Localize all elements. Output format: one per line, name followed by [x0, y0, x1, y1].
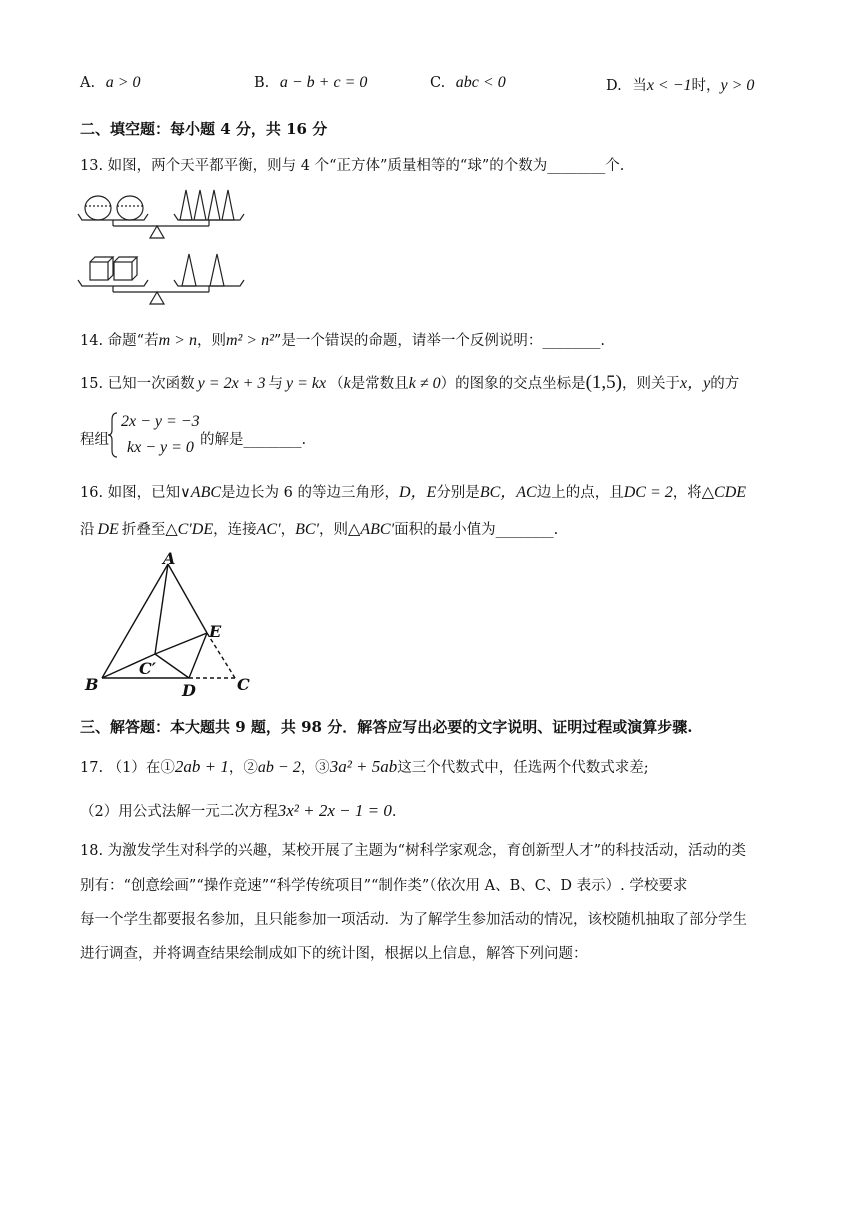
question-15-blank: 的解是________. — [200, 432, 307, 448]
option-c-expression: abc < 0 — [455, 74, 506, 91]
question-14: 14. 命题“若m > n，则m² > n²”是一个错误的命题，请举一个反例说明：________. — [80, 332, 605, 349]
triangle-figure — [80, 550, 260, 700]
label-e: E — [209, 622, 222, 641]
system-equation-2: kx − y = 0 — [127, 439, 194, 456]
label-c-prime: C′ — [139, 659, 156, 678]
question-13: 13. 如图，两个天平都平衡，则与 4 个“正方体”质量相等的“球”的个数为________个. — [80, 158, 625, 174]
label-a: A — [163, 549, 176, 568]
segment-ac-prime — [155, 564, 168, 654]
question-18-line-3: 每一个学生都要报名参加，且只能参加一项活动．为了解学生参加活动的情况，该校随机抽取了部分学生 — [80, 912, 747, 928]
option-d: D. 当x < −1时，y > 0 — [606, 77, 755, 94]
balance-figure — [76, 184, 246, 308]
question-17-part-1: 17. （1）在①2ab + 1，②ab − 2，③3a² + 5ab这三个代数式中，任选两个代数式求差; — [80, 757, 649, 776]
question-16: 16. 如图，已知∨ABC是边长为 6 的等边三角形，D，E分别是BC，AC边上的点，且DC = 2，将△CDE — [80, 484, 747, 501]
section-3-heading: 三、解答题：本大题共 9 题，共 98 分．解答应写出必要的文字说明、证明过程或演算步骤. — [80, 718, 693, 736]
option-b-expression: a − b + c = 0 — [279, 74, 368, 91]
question-18-line-4: 进行调查，并将调查结果绘制成如下的统计图，根据以上信息，解答下列问题： — [80, 946, 588, 962]
side-ab — [102, 564, 168, 678]
question-18-line-2: 别有：“创意绘画”“操作竞速”“科学传统项目”“制作类”（依次用 A、B、C、D 表示）. 学校要求 — [80, 878, 688, 894]
system-brace — [108, 412, 118, 458]
question-16-line-2: 沿 DE 折叠至△C′DE，连接AC′，BC′，则△ABC′面积的最小值为________. — [80, 521, 559, 538]
label-d: D — [182, 681, 196, 700]
option-c: C. abc < 0 — [430, 74, 506, 91]
option-b: B. a − b + c = 0 — [254, 74, 368, 91]
section-2-heading: 二、填空题：每小题 4 分，共 16 分 — [80, 120, 328, 138]
option-a: A. a > 0 — [80, 74, 141, 91]
option-a-expression: a > 0 — [105, 74, 141, 91]
question-15: 15. 已知一次函数 y = 2x + 3 与 y = kx （k是常数且k ≠ 0）的图象的交点坐标是(1,5)，则关于x，y的方 — [80, 372, 740, 393]
segment-c-prime-d — [155, 654, 189, 678]
label-b: B — [85, 675, 99, 694]
side-ae — [168, 564, 207, 633]
label-c: C — [237, 675, 250, 694]
question-18-line-1: 18. 为激发学生对科学的兴趣，某校开展了主题为“树科学家观念，育创新型人才”的科技活动，活动的类 — [80, 843, 746, 859]
question-15-system-prefix: 程组 — [80, 432, 109, 448]
system-equation-1: 2x − y = −3 — [121, 413, 200, 430]
question-17-part-2: （2）用公式法解一元二次方程3x² + 2x − 1 = 0. — [80, 801, 397, 820]
